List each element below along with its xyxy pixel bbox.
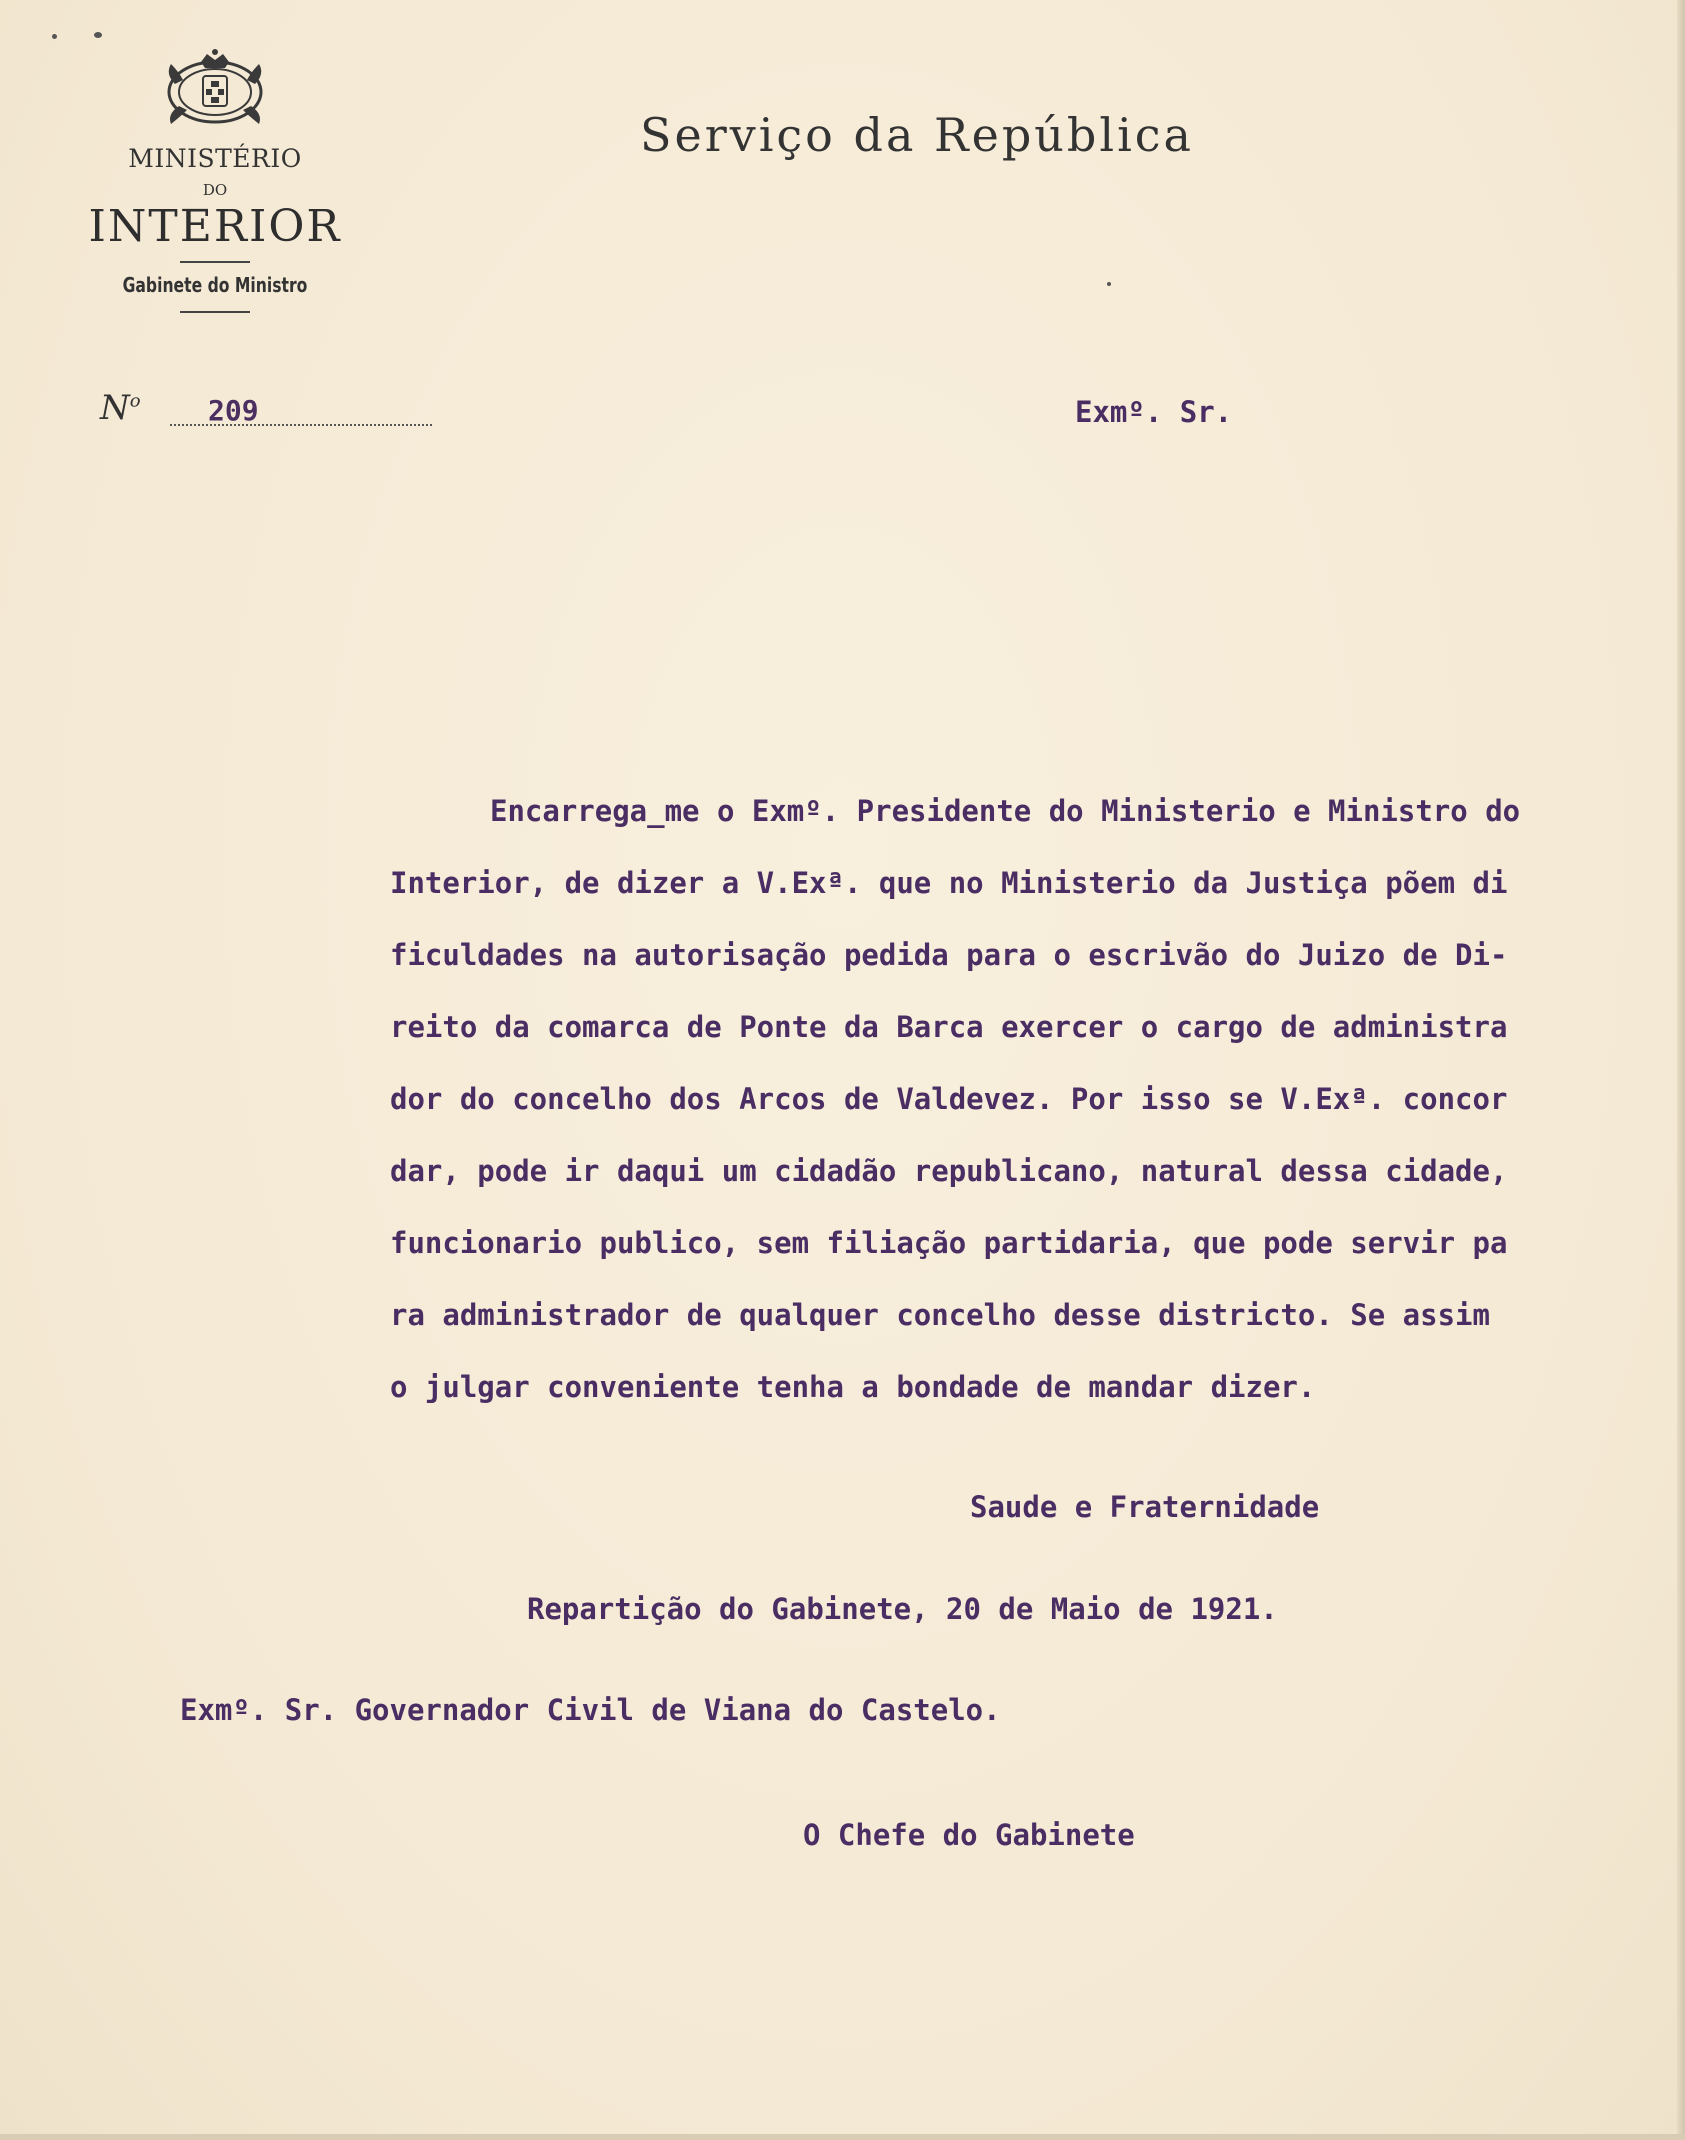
document-number (100, 388, 340, 428)
body-line: ra administrador de qualquer concelho desse districto. Se assim (390, 1298, 1490, 1332)
body-line: ficuldades na autorisação pedida para o escrivão do Juizo de Di- (390, 938, 1508, 972)
signoff: O Chefe do Gabinete (803, 1818, 1135, 1852)
number-label (100, 388, 141, 428)
date-line: Repartição do Gabinete, 20 de Maio de 1921. (527, 1592, 1278, 1626)
scan-edge (0, 2134, 1685, 2140)
letter-body (390, 775, 1675, 1423)
closing-phrase: Saude e Fraternidade (970, 1490, 1320, 1524)
divider (180, 311, 250, 313)
ministry-department: INTERIOR (88, 201, 342, 252)
number-value: 209 (208, 394, 259, 427)
divider (180, 261, 250, 263)
body-line: Interior, de dizer a V.Exª. que no Ministerio da Justiça põem di (390, 866, 1508, 900)
ministry-connector: DO (202, 181, 228, 199)
body-line: dor do concelho dos Arcos de Valdevez. Por isso se V.Exª. concor (390, 1082, 1508, 1116)
body-line: reito da comarca de Ponte da Barca exercer o cargo de administra (390, 1010, 1508, 1044)
body-line: dar, pode ir daqui um cidadão republicano, natural dessa cidade, (390, 1154, 1508, 1188)
ministry-name: MINISTÉRIO (128, 144, 302, 173)
letterhead (60, 44, 370, 323)
number-prefix-sup: o (129, 390, 141, 412)
number-dotted-line (170, 424, 432, 426)
salutation: Exmº. Sr. (1075, 395, 1233, 429)
body-line: Encarrega_me o Exmº. Presidente do Ministerio e Ministro do (490, 794, 1521, 828)
scan-edge (1677, 0, 1685, 2140)
body-line: o julgar conveniente tenha a bondade de mandar dizer. (390, 1370, 1316, 1404)
office-name: Gabinete do Ministro (122, 273, 308, 298)
body-line: funcionario publico, sem filiação partidaria, que pode servir pa (390, 1226, 1508, 1260)
coat-of-arms-emblem (161, 44, 269, 134)
page-title: Serviço da República (640, 108, 1194, 162)
number-prefix: N (100, 388, 130, 428)
addressee: Exmº. Sr. Governador Civil de Viana do Castelo. (180, 1693, 1001, 1727)
